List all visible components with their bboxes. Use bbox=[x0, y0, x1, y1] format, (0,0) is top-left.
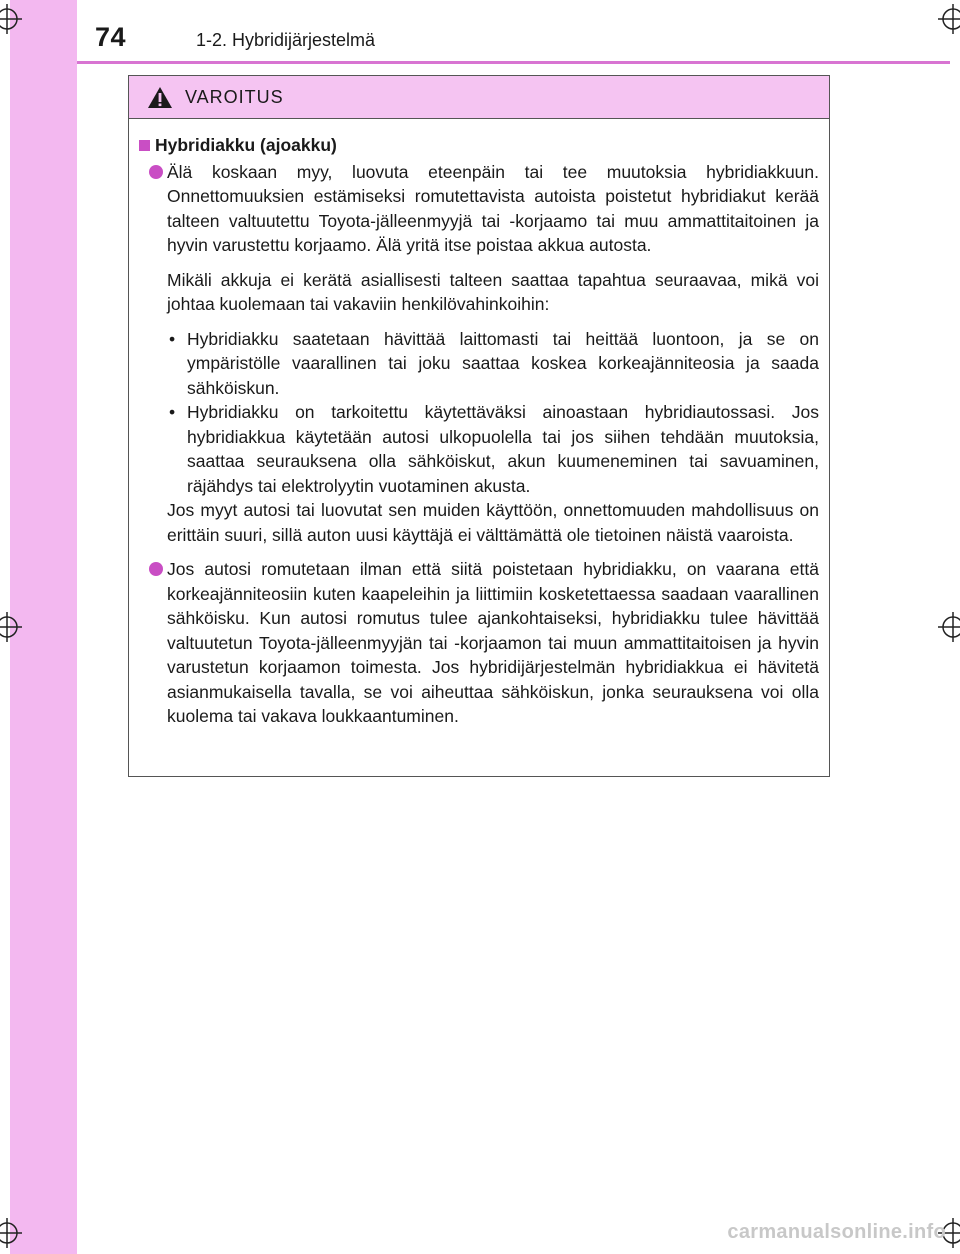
warning-point-2 bbox=[137, 557, 819, 729]
page-number: 74 bbox=[95, 22, 127, 52]
watermark: carmanualsonline.info bbox=[727, 1221, 946, 1243]
warning-point-1 bbox=[137, 160, 819, 548]
registration-mark-icon bbox=[0, 4, 22, 34]
list-item bbox=[167, 327, 819, 401]
registration-mark-icon bbox=[938, 4, 960, 34]
point-1-closing: Jos myyt autosi tai luovutat sen muiden käyttöön, onnettomuuden mahdollisuus on erittäin suuri, sillä auton uusi käyttäjä ei välttämättä ole tietoinen näistä vaaroista. bbox=[167, 500, 819, 545]
bullet-mark: • bbox=[169, 328, 176, 349]
list-item-text: Hybridiakku on tarkoitettu käytettäväksi ainoastaan hybridiautossasi. Jos hybridiakkua käytetään autosi ulkopuolella tai jos siihen tehdään muutoksia, saattaa seurauksena olla sähköiskut, akun kuumeneminen tai savuaminen, räjähdys tai elektrolyytin vuotaminen akusta. bbox=[187, 402, 819, 496]
warning-box bbox=[128, 75, 830, 777]
warning-title: VAROITUS bbox=[185, 86, 284, 107]
registration-mark-icon bbox=[938, 612, 960, 642]
warning-triangle-icon bbox=[147, 86, 173, 109]
circle-bullet-icon bbox=[149, 562, 163, 576]
point-1-text: Älä koskaan myy, luovuta eteenpäin tai tee muutoksia hybridiakkuun. Onnettomuuksien estämiseksi romutettavista autoista poistetut hybridiakut kerää talteen valtuutettu Toyota-jälleenmyyjä tai -korjaamo tai muu ammattitaitoinen ja hyvin varustettu korjaamo. Älä yritä itse poistaa akkua autosta. bbox=[167, 161, 819, 255]
point-1-followup: Mikäli akkuja ei kerätä asiallisesti talteen saattaa tapahtua seuraavaa, mikä voi johtaa kuolemaan tai vakaviin henkilövahinkoihin: bbox=[167, 269, 819, 314]
registration-mark-icon bbox=[0, 612, 22, 642]
circle-bullet-icon bbox=[149, 165, 163, 179]
point-2-text: Jos autosi romutetaan ilman että siitä poistetaan hybridiakku, on vaarana että korkeajänniteosiin kuten kaapeleihin ja liittimiin kosketettaessa saadaan vaarallinen sähköisku. Kun autosi romutus tulee ajankohtaiseksi, hybridiakku tulee hävittää valtuutetun Toyota-jälleenmyyjän tai -korjaamon tai muun ammattitaitoisen ja hyvin varustetun korjaamon toimesta. Jos hybridijärjestelmän hybridiakkua ei hävitetä asianmukaisella tavalla, se voi aiheuttaa sähköiskun, jonka seurauksena voi olla kuolema tai vakava loukkaantuminen. bbox=[167, 559, 819, 726]
list-item-text: Hybridiakku saatetaan hävittää laittomasti tai heittää luontoon, ja se on ympäristölle vaarallinen tai joku saattaa koskea korkeajänniteosia ja saada sähköiskun. bbox=[187, 328, 819, 398]
header-divider bbox=[77, 61, 950, 64]
registration-mark-icon bbox=[0, 1218, 22, 1248]
warning-content bbox=[129, 119, 829, 729]
subheading-text: Hybridiakku (ajoakku) bbox=[155, 135, 337, 155]
bullet-mark: • bbox=[169, 402, 176, 422]
warning-subheading bbox=[137, 133, 819, 158]
section-title: 1-2. Hybridijärjestelmä bbox=[196, 30, 376, 50]
warning-header bbox=[129, 76, 829, 119]
square-bullet-icon bbox=[139, 140, 150, 151]
consequence-list bbox=[167, 327, 819, 499]
list-item bbox=[167, 400, 819, 498]
